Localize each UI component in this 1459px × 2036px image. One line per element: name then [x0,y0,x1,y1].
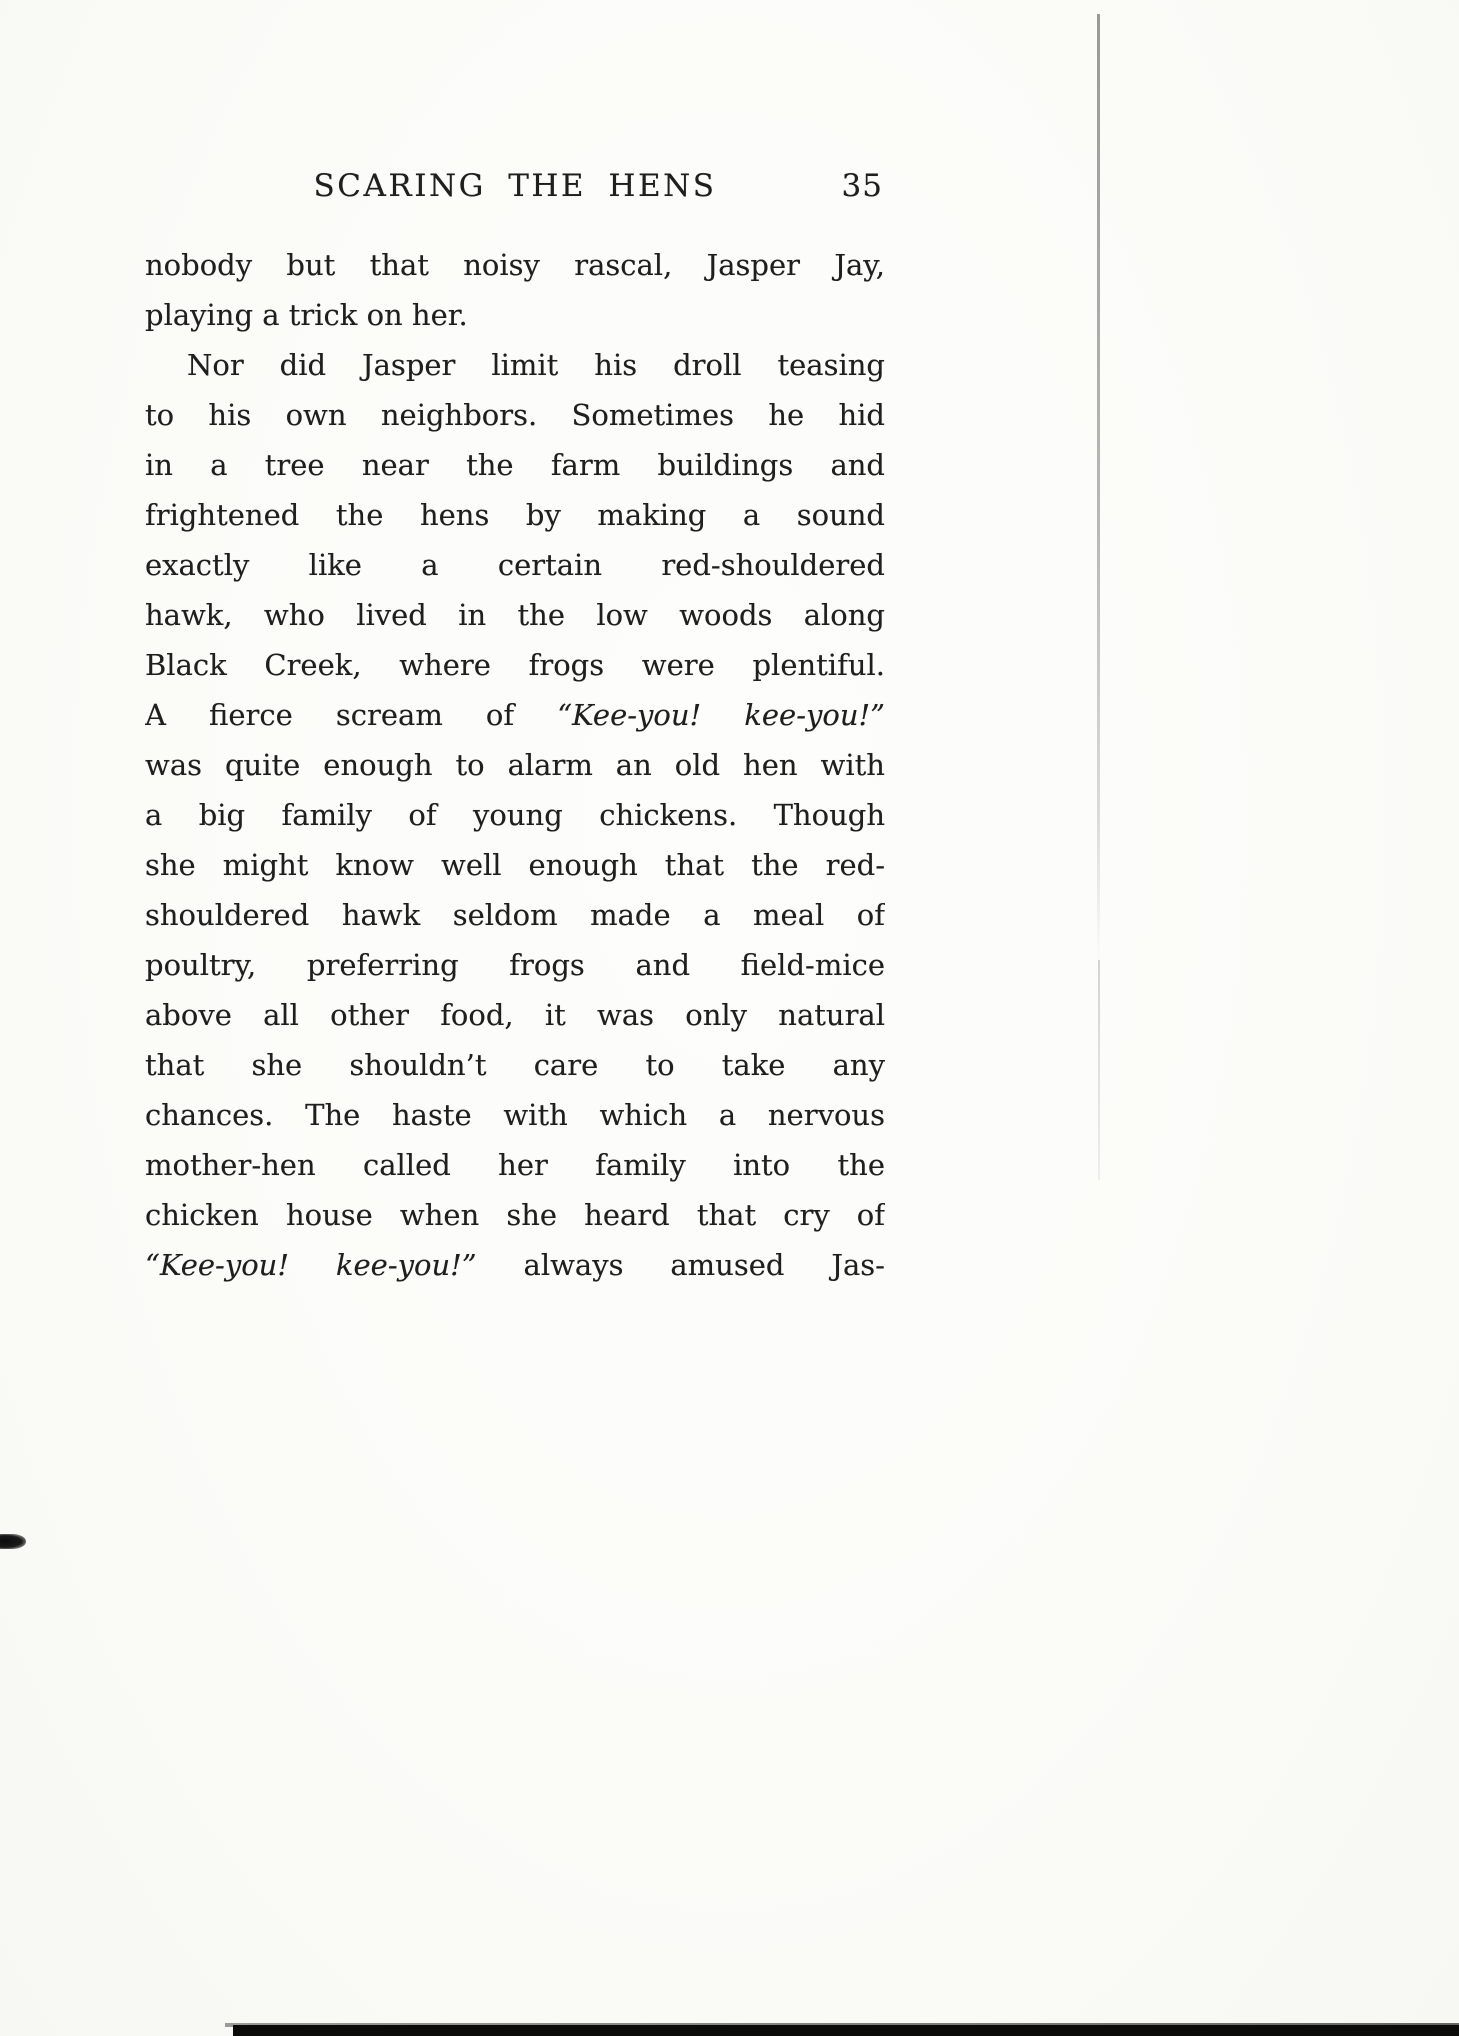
text-line [145,1240,885,1290]
text-line [145,1140,885,1190]
text-line [145,690,885,740]
text-line [145,990,885,1040]
text-segment: frightened the hens by making a sound [145,498,885,532]
text-segment: nobody but that noisy rascal, Jasper Jay, [145,248,885,282]
text-line [145,390,885,440]
text-line [145,1090,885,1140]
text-line [145,940,885,990]
text-segment: she might know well enough that the red- [145,848,885,882]
running-head-title: SCARING THE HENS [313,168,717,204]
text-segment: shouldered hawk seldom made a meal of [145,898,885,932]
text-segment: chicken house when she heard that cry of [145,1198,885,1232]
scan-artifact-right-line-lower [1098,960,1100,1180]
text-line [145,590,885,640]
text-line [145,290,885,340]
text-segment: chances. The haste with which a nervous [145,1098,885,1132]
text-segment: in a tree near the farm buildings and [145,448,885,482]
text-line [145,840,885,890]
text-segment: exactly like a certain red-shouldered [145,548,885,582]
text-segment: to his own neighbors. Sometimes he hid [145,398,885,432]
text-line [145,890,885,940]
text-line [145,440,885,490]
text-segment: that she shouldn’t care to take any [145,1048,885,1082]
italic-text-segment: “Kee-you! kee-you!” [557,698,885,732]
text-segment: a big family of young chickens. Though [145,798,885,832]
body-text [145,240,885,1290]
text-line [145,1190,885,1240]
scan-artifact-bottom-bar [233,2025,1459,2036]
text-line [145,540,885,590]
text-line [145,640,885,690]
text-line [145,340,885,390]
text-line [145,1040,885,1090]
text-line [145,490,885,540]
text-line [145,240,885,290]
text-line [145,790,885,840]
text-segment: hawk, who lived in the low woods along [145,598,885,632]
scan-artifact-right-line [1097,14,1100,964]
page-number: 35 [841,168,883,204]
scan-artifact-left-blob [0,1534,26,1549]
text-segment: poultry, preferring frogs and field-mice [145,948,885,982]
text-segment: Black Creek, where frogs were plentiful. [145,648,885,682]
text-segment: mother-hen called her family into the [145,1148,885,1182]
italic-text-segment: “Kee-you! kee-you!” [145,1248,477,1282]
text-segment: always amused Jas- [476,1248,885,1282]
text-line [145,740,885,790]
text-segment: Nor did Jasper limit his droll teasing [187,348,885,382]
text-segment: above all other food, it was only natural [145,998,885,1032]
text-segment: was quite enough to alarm an old hen with [145,748,885,782]
text-segment: playing a trick on her. [145,298,468,332]
page-header [145,168,885,212]
text-segment: A fierce scream of [145,698,558,732]
